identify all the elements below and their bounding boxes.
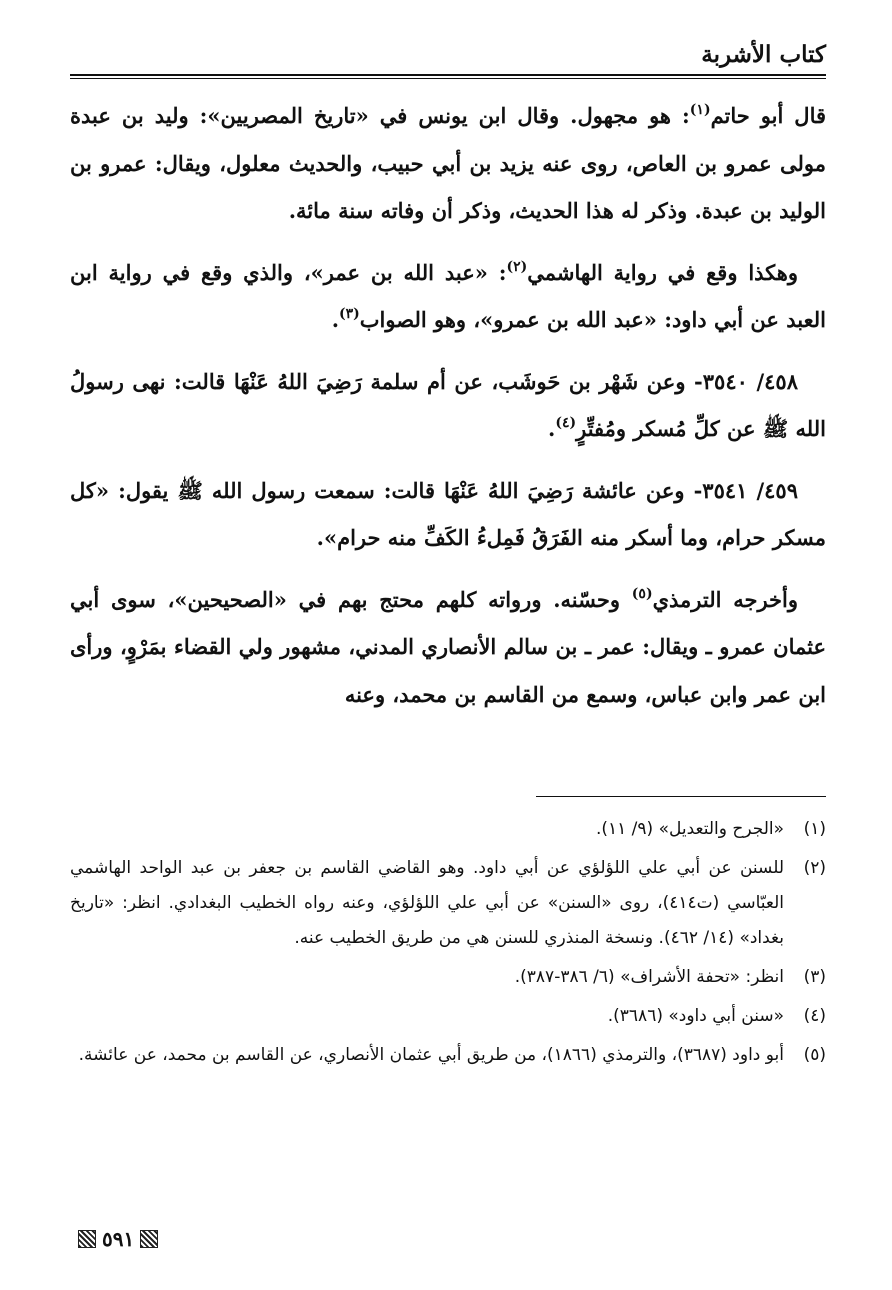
paragraph-1-part2: : هو مجهول. وقال ابن يونس في «تاريخ المصريين»: وليد بن عبدة مولى عمرو بن العاص، روى عنه يزيد بن أبي حبيب، والحديث معلول، ويقال: عمرو بن الوليد بن عبدة. وذكر له هذا الحديث، وذكر أن وفاته سنة مائة. bbox=[70, 103, 826, 223]
footnote-5-text: أبو داود (٣٦٨٧)، والترمذي (١٨٦٦)، من طريق أبي عثمان الأنصاري، عن القاسم بن محمد، عن عائشة. bbox=[78, 1045, 784, 1065]
hadith-459-text: ٤٥٩/ ٣٥٤١- وعن عائشة رَضِيَ اللهُ عَنْهَا قالت: سمعت رسول الله ﷺ يقول: «كل مسكر حرام، وما أسكر منه الفَرَقُ فَمِلءُ الكَفِّ منه حرام». bbox=[70, 477, 826, 550]
paragraph-2-part2: : «عبد الله بن عمر»، والذي وقع في رواية ابن العبد عن أبي داود: «عبد الله بن عمرو»، وهو الصواب bbox=[70, 259, 826, 332]
footnote-3-text: انظر: «تحفة الأشراف» (٦/ ٣٨٦-٣٨٧). bbox=[514, 967, 784, 987]
running-header bbox=[70, 40, 826, 74]
header-rule bbox=[70, 74, 826, 76]
hadith-459 bbox=[70, 467, 826, 562]
footnote-2-number: (٢) bbox=[803, 858, 826, 878]
ornament-icon bbox=[78, 1230, 96, 1248]
hadith-458-part2: . bbox=[548, 416, 556, 441]
footnote-4-number: (٤) bbox=[803, 1006, 826, 1026]
hadith-458-part1: ٤٥٨/ ٣٥٤٠- وعن شَهْر بن حَوشَب، عن أم سلمة رَضِيَ اللهُ عَنْهَا قالت: نهى رسولُ الله ﷺ عن كلِّ مُسكر ومُفتِّرٍ bbox=[70, 368, 826, 441]
paragraph-2-part1: وهكذا وقع في رواية الهاشمي bbox=[527, 259, 798, 285]
footnote-ref-3[interactable]: (٣) bbox=[339, 306, 360, 322]
footnote-3 bbox=[70, 960, 826, 995]
footnote-2-text: للسنن عن أبي علي اللؤلؤي عن أبي داود. وهو القاضي القاسم بن جعفر بن عبد الواحد الهاشمي العبّاسي (ت٤١٤)، روى «السنن» عن أبي علي اللؤلؤي، وعنه رواه الخطيب البغدادي. انظر: «تاريخ بغداد» (١٤/ ٤٦٢). ونسخة المنذري للسنن هي من طريق الخطيب عنه. bbox=[70, 858, 784, 948]
footnote-5 bbox=[70, 1038, 826, 1073]
hadith-458 bbox=[70, 358, 826, 453]
footnote-5-number: (٥) bbox=[803, 1045, 826, 1065]
footnote-1-number: (١) bbox=[803, 819, 826, 839]
paragraph-5-part1: وأخرجه الترمذي bbox=[652, 586, 798, 612]
footnote-2 bbox=[70, 851, 826, 956]
footnote-1 bbox=[70, 812, 826, 847]
main-text bbox=[70, 92, 826, 732]
page-number: ٥٩١ bbox=[102, 1227, 135, 1251]
footnote-ref-4[interactable]: (٤) bbox=[555, 415, 577, 431]
footnote-ref-5[interactable]: (٥) bbox=[631, 585, 653, 602]
paragraph-2-part3: . bbox=[331, 307, 339, 332]
footnote-ref-1[interactable]: (١) bbox=[689, 102, 711, 118]
header-rule-thin bbox=[70, 78, 826, 79]
paragraph-2 bbox=[70, 249, 826, 344]
page-footer bbox=[78, 1224, 158, 1254]
footnote-separator bbox=[536, 796, 826, 797]
footnote-ref-2[interactable]: (٢) bbox=[506, 258, 528, 275]
paragraph-5-part2: وحسّنه. ورواته كلهم محتج بهم في «الصحيحين»، سوى أبي عثمان عمرو ـ ويقال: عمر ـ بن سالم الأنصاري المدني، مشهور ولي القضاء بمَرْوٍ، ورأى ابن عمر وابن عباس، وسمع من القاسم بن محمد، وعنه bbox=[70, 586, 826, 707]
footnotes-section bbox=[70, 812, 826, 1077]
footnote-1-text: «الجرح والتعديل» (٩/ ١١). bbox=[595, 819, 784, 839]
footnote-3-number: (٣) bbox=[803, 967, 826, 987]
ornament-icon bbox=[140, 1230, 158, 1248]
paragraph-1-part1: قال أبو حاتم bbox=[710, 103, 827, 128]
footnote-4 bbox=[70, 999, 826, 1034]
chapter-title: كتاب الأشربة bbox=[701, 41, 826, 68]
footnote-4-text: «سنن أبي داود» (٣٦٨٦). bbox=[607, 1006, 784, 1026]
paragraph-5 bbox=[70, 576, 826, 719]
paragraph-1 bbox=[70, 92, 826, 235]
